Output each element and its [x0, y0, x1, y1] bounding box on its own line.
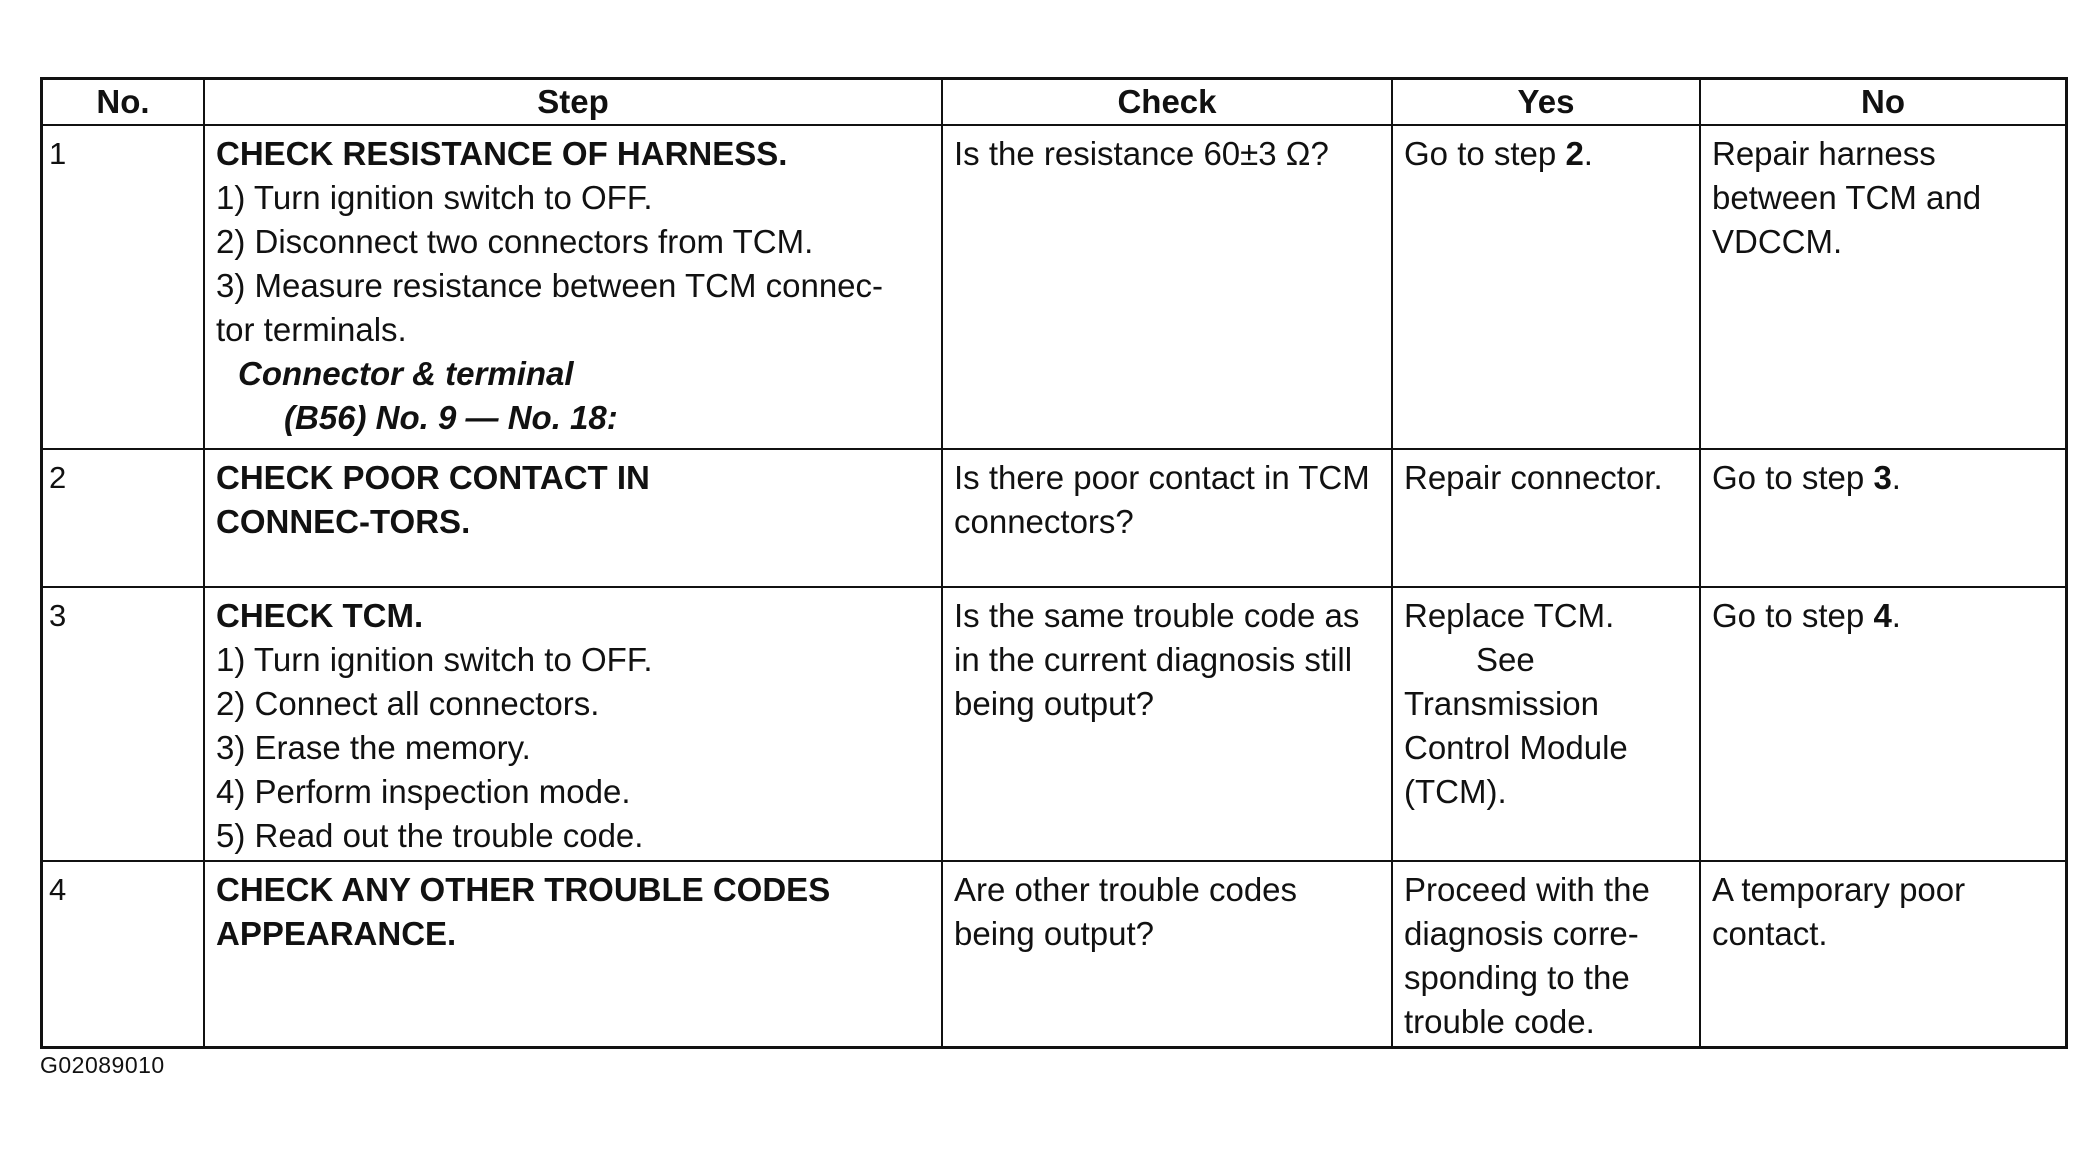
- step-title: CHECK ANY OTHER TROUBLE CODES APPEARANCE.: [216, 871, 831, 952]
- yes-cell: [1392, 125, 1700, 449]
- no-step-ref: 3: [1873, 459, 1892, 496]
- no-cell: A temporary poor contact.: [1700, 861, 2065, 1046]
- step-line: 2) Connect all connectors.: [216, 685, 600, 722]
- connector-terminal: (B56) No. 9 — No. 18:: [284, 399, 618, 436]
- step-title: CHECK RESISTANCE OF HARNESS.: [216, 135, 788, 172]
- see-label: See: [1476, 641, 1535, 678]
- step-cell: [204, 861, 942, 1046]
- no-cell: [1700, 587, 2065, 861]
- table-row: [43, 125, 2065, 449]
- yes-step-ref: 2: [1565, 135, 1584, 172]
- header-yes: Yes: [1392, 80, 1700, 125]
- step-number: 3: [43, 587, 204, 861]
- no-suffix: .: [1891, 597, 1901, 634]
- diagnostic-table: [40, 77, 2068, 1049]
- header-check: Check: [942, 80, 1392, 125]
- step-title: CHECK POOR CONTACT IN CONNEC-TORS.: [216, 459, 650, 540]
- yes-cell: Repair connector.: [1392, 449, 1700, 587]
- step-cell: [204, 449, 942, 587]
- step-cell: [204, 125, 942, 449]
- yes-suffix: .: [1583, 135, 1593, 172]
- no-suffix: .: [1891, 459, 1901, 496]
- header-no-result: No: [1700, 80, 2065, 125]
- no-cell: [1700, 449, 2065, 587]
- check-cell: Are other trouble codes being output?: [942, 861, 1392, 1046]
- header-step: Step: [204, 80, 942, 125]
- table-row: [43, 861, 2065, 1046]
- yes-cell: [1392, 587, 1700, 861]
- step-line: 3) Measure resistance between TCM connec-: [216, 267, 884, 304]
- connector-heading: Connector & terminal: [238, 355, 574, 392]
- figure-id: G02089010: [40, 1052, 165, 1078]
- header-no: No.: [43, 80, 204, 125]
- yes-prefix: Go to step: [1404, 135, 1566, 172]
- check-cell: Is the resistance 60±3 Ω?: [942, 125, 1392, 449]
- step-line: tor terminals.: [216, 311, 407, 348]
- check-cell: Is the same trouble code as in the current diagnosis still being output?: [942, 587, 1392, 861]
- no-cell: Repair harness between TCM and VDCCM.: [1700, 125, 2065, 449]
- step-number: 2: [43, 449, 204, 587]
- table-row: [43, 587, 2065, 861]
- step-number: 4: [43, 861, 204, 1046]
- no-prefix: Go to step: [1712, 597, 1874, 634]
- table-row: [43, 449, 2065, 587]
- no-step-ref: 4: [1873, 597, 1892, 634]
- step-line: 2) Disconnect two connectors from TCM.: [216, 223, 814, 260]
- header-row: [43, 80, 2065, 125]
- reference-link[interactable]: Transmission Control Module (TCM).: [1404, 685, 1628, 810]
- step-line: 1) Turn ignition switch to OFF.: [216, 179, 653, 216]
- step-title: CHECK TCM.: [216, 597, 424, 634]
- yes-text: Replace TCM.: [1404, 597, 1615, 634]
- step-line: 5) Read out the trouble code.: [216, 817, 644, 854]
- step-cell: [204, 587, 942, 861]
- step-line: 3) Erase the memory.: [216, 729, 531, 766]
- no-prefix: Go to step: [1712, 459, 1874, 496]
- step-line: 4) Perform inspection mode.: [216, 773, 631, 810]
- check-cell: Is there poor contact in TCM connectors?: [942, 449, 1392, 587]
- step-line: 1) Turn ignition switch to OFF.: [216, 641, 653, 678]
- step-number: 1: [43, 125, 204, 449]
- yes-cell: Proceed with the diagnosis corre-sponding to the trouble code.: [1392, 861, 1700, 1046]
